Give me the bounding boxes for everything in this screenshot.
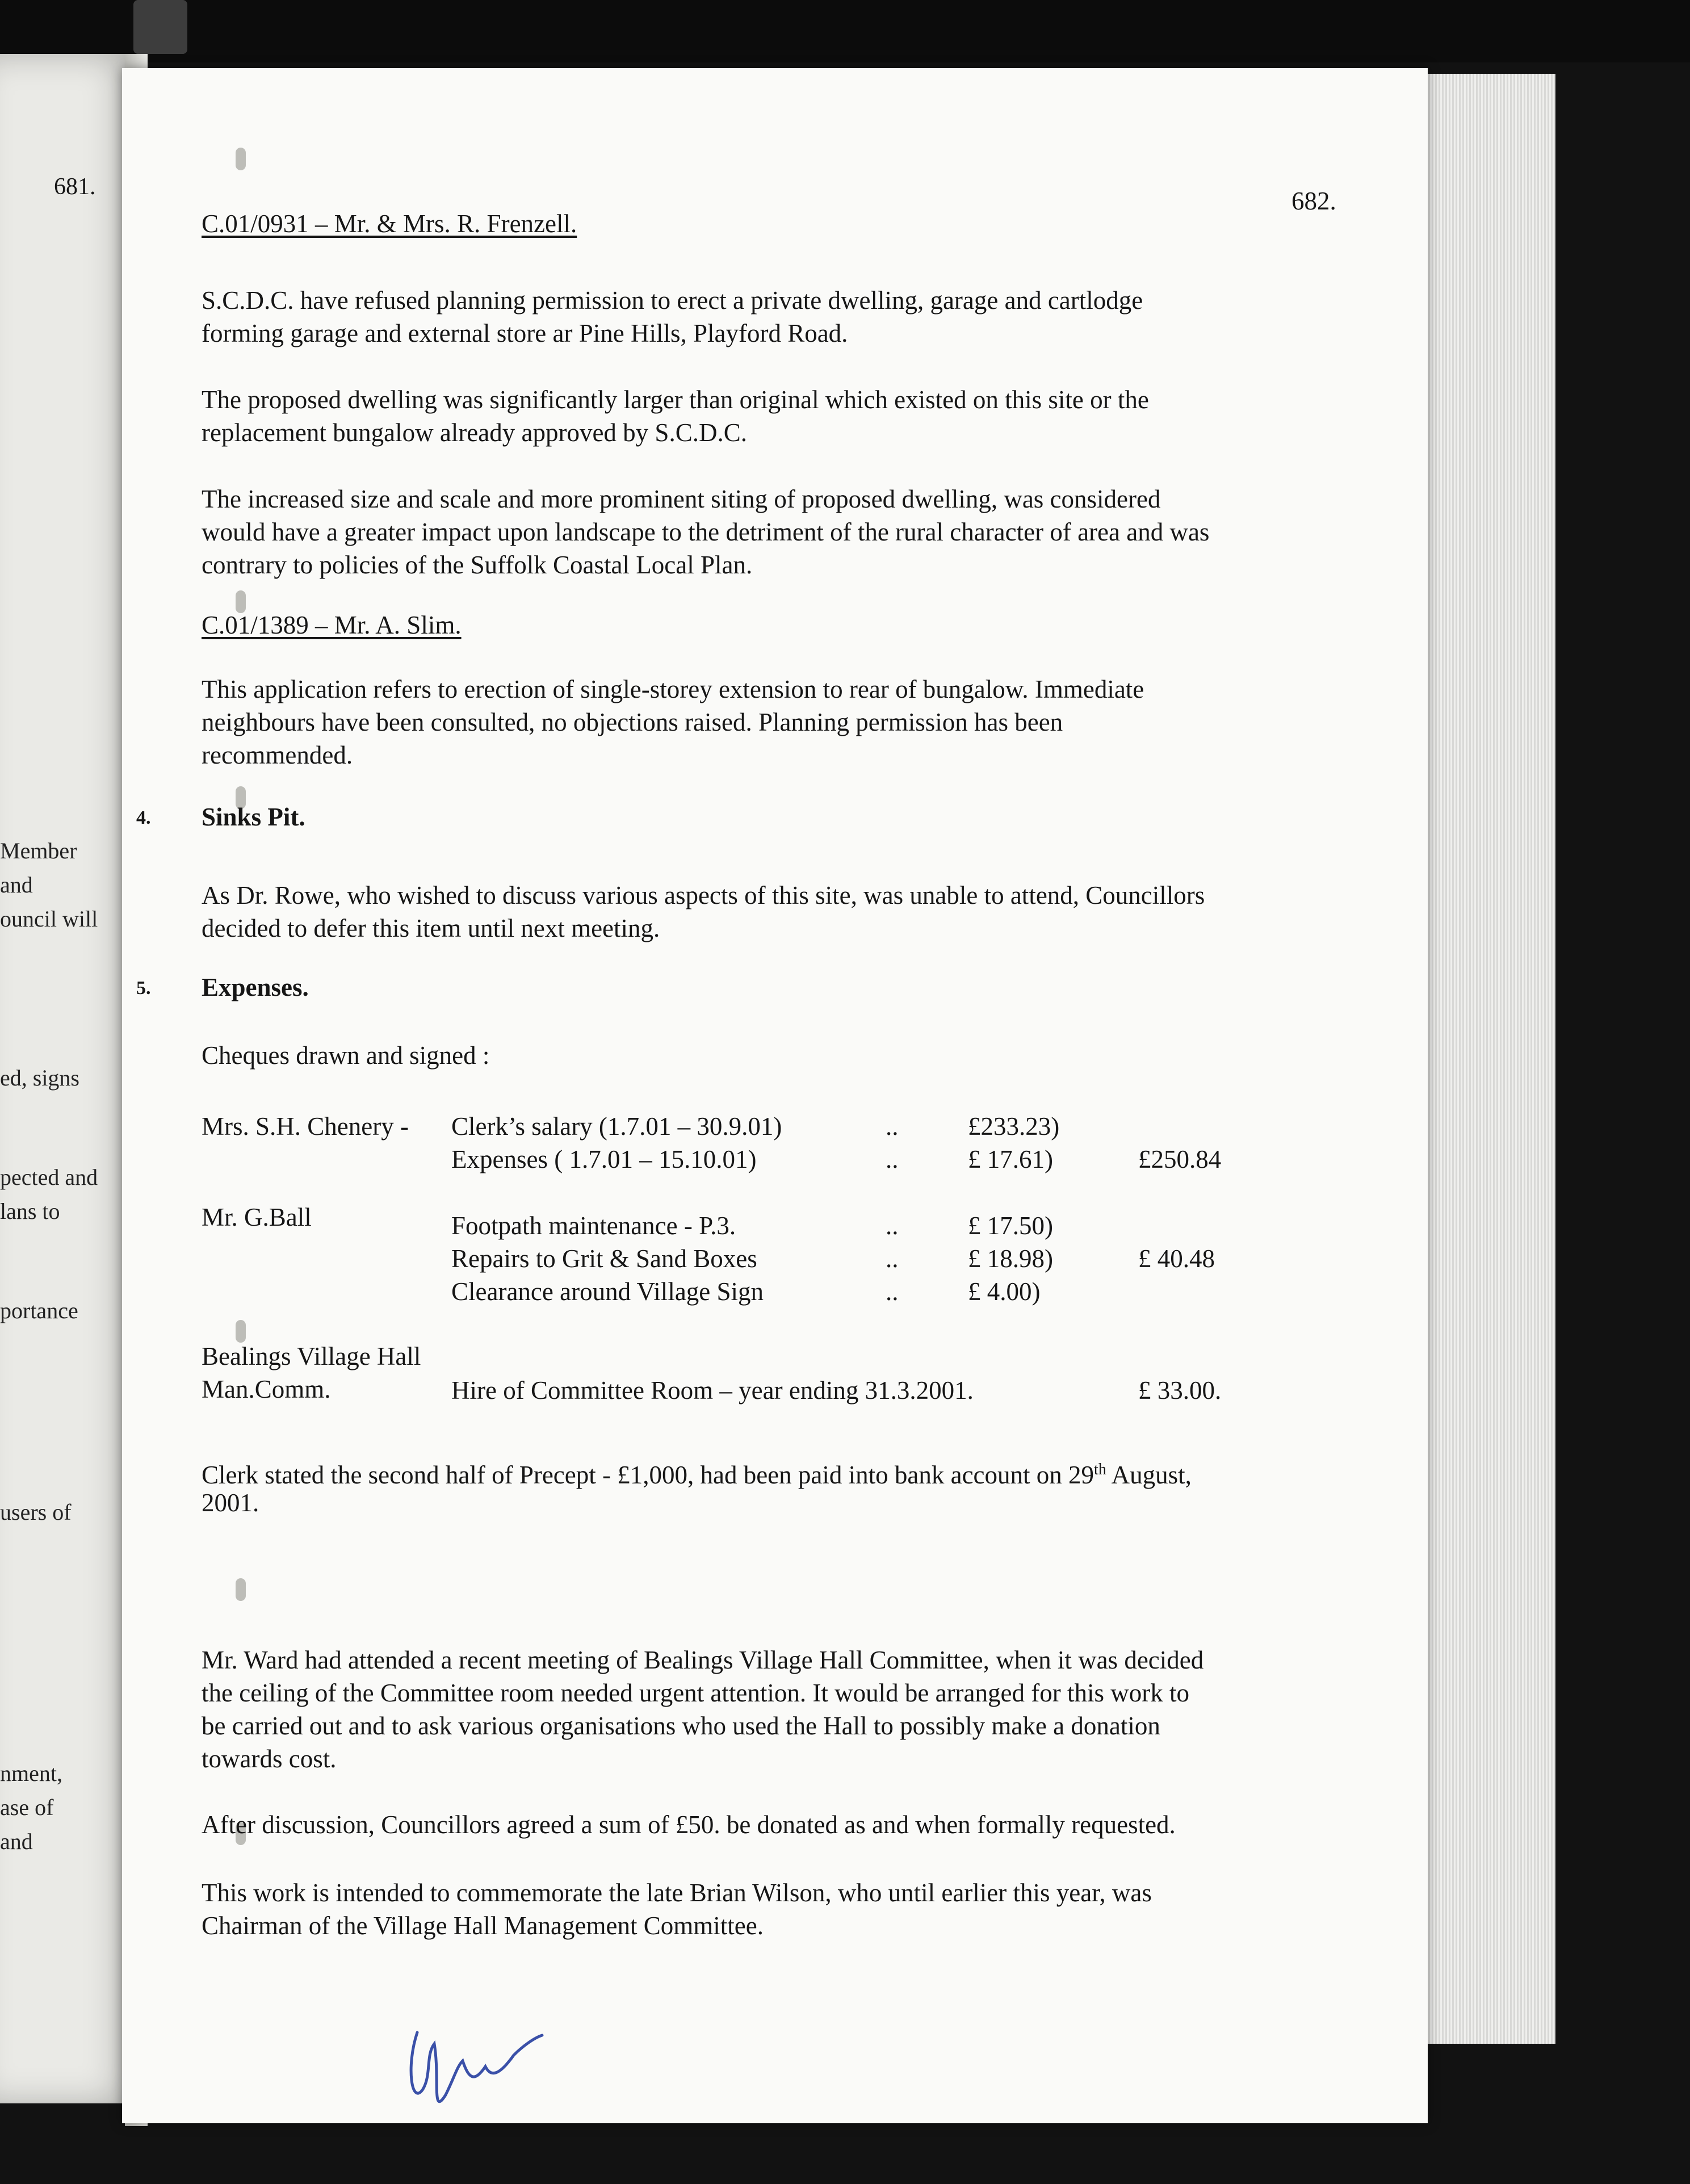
precept-superscript: th	[1094, 1461, 1106, 1478]
left-page	[0, 54, 142, 2103]
binder-top	[0, 0, 1690, 62]
punch-hole	[236, 1320, 246, 1343]
expense-dots: ..	[886, 1145, 899, 1173]
left-fragment: pected and	[0, 1164, 98, 1190]
binder-ring	[133, 0, 187, 54]
paragraph-line: The increased size and scale and more prominent siting of proposed dwelling, was considered	[202, 485, 1161, 513]
expense-payee: Mr. G.Ball	[202, 1203, 312, 1231]
paragraph-line: contrary to policies of the Suffolk Coastal Local Plan.	[202, 551, 753, 579]
paragraph-line: Mr. Ward had attended a recent meeting of Bealings Village Hall Committee, when it was decided	[202, 1646, 1204, 1674]
precept-text: Clerk stated the second half of Precept - £1,000, had been paid into bank account on 29	[202, 1461, 1094, 1489]
application-heading: C.01/0931 – Mr. & Mrs. R. Frenzell.	[202, 209, 577, 238]
paragraph-line: This application refers to erection of single-storey extension to rear of bungalow. Immediate	[202, 675, 1144, 703]
expense-amount: £233.23)	[968, 1112, 1060, 1141]
expense-dots: ..	[886, 1212, 899, 1240]
expense-amount: £ 17.50)	[968, 1212, 1053, 1240]
expense-total: £ 33.00.	[1138, 1376, 1222, 1405]
expense-desc: Clearance around Village Sign	[451, 1277, 764, 1306]
expense-payee: Mrs. S.H. Chenery -	[202, 1112, 409, 1141]
paragraph-line: replacement bungalow already approved by S.C.D.C.	[202, 418, 747, 447]
precept-line	[202, 1453, 1192, 1491]
item-title: Expenses.	[202, 973, 309, 1001]
left-fragment: portance	[0, 1298, 78, 1323]
paragraph-line: towards cost.	[202, 1745, 337, 1773]
cheques-intro: Cheques drawn and signed :	[202, 1041, 490, 1070]
paragraph-line: recommended.	[202, 741, 353, 769]
left-fragment: and	[0, 872, 33, 898]
signature-initials-icon	[400, 2021, 548, 2123]
paragraph-line: After discussion, Councillors agreed a sum of £50. be donated as and when formally requested.	[202, 1810, 1176, 1839]
paragraph-line: S.C.D.C. have refused planning permission to erect a private dwelling, garage and cartlodge	[202, 286, 1143, 315]
left-page-number: 681.	[54, 174, 96, 200]
item-number: 4.	[136, 807, 151, 828]
punch-hole	[236, 148, 246, 170]
expense-desc: Footpath maintenance - P.3.	[451, 1212, 736, 1240]
expense-desc: Hire of Committee Room – year ending 31.3.2001.	[451, 1376, 974, 1405]
expense-amount: £ 18.98)	[968, 1244, 1053, 1273]
expense-desc: Repairs to Grit & Sand Boxes	[451, 1244, 757, 1273]
item-title: Sinks Pit.	[202, 803, 305, 831]
main-page	[122, 68, 1428, 2123]
paragraph-line: forming garage and external store ar Pine Hills, Playford Road.	[202, 319, 848, 347]
paragraph-line: This work is intended to commemorate the late Brian Wilson, who until earlier this year, was	[202, 1879, 1152, 1907]
left-fragment: nment,	[0, 1760, 62, 1786]
left-fragment: ed, signs	[0, 1065, 79, 1091]
paragraph-line: would have a greater impact upon landscape to the detriment of the rural character of area and was	[202, 518, 1210, 546]
paragraph-line: The proposed dwelling was significantly larger than original which existed on this site or the	[202, 385, 1149, 414]
expense-payee: Bealings Village Hall	[202, 1342, 421, 1370]
left-fragment: ouncil will	[0, 906, 98, 932]
expense-desc: Clerk’s salary (1.7.01 – 30.9.01)	[451, 1112, 782, 1141]
expense-amount: £ 4.00)	[968, 1277, 1041, 1306]
left-fragment: Member	[0, 838, 77, 863]
expense-total: £250.84	[1138, 1145, 1222, 1173]
page-number: 682.	[1291, 187, 1336, 215]
left-fragment: and	[0, 1829, 33, 1854]
expense-payee: Man.Comm.	[202, 1375, 331, 1403]
item-number: 5.	[136, 978, 151, 999]
paragraph-line: decided to defer this item until next meeting.	[202, 914, 660, 942]
left-fragment: lans to	[0, 1198, 60, 1224]
expense-amount: £ 17.61)	[968, 1145, 1053, 1173]
page-edges	[1408, 74, 1555, 2044]
paragraph-line: be carried out and to ask various organisations who used the Hall to possibly make a donation	[202, 1712, 1160, 1740]
left-fragment: ase of	[0, 1795, 54, 1820]
expense-dots: ..	[886, 1244, 899, 1273]
paragraph-line: Chairman of the Village Hall Management Committee.	[202, 1911, 764, 1940]
punch-hole	[236, 1578, 246, 1601]
expense-total: £ 40.48	[1138, 1244, 1215, 1273]
paragraph-line: neighbours have been consulted, no objections raised. Planning permission has been	[202, 708, 1063, 736]
paragraph-line: As Dr. Rowe, who wished to discuss various aspects of this site, was unable to attend, Councillors	[202, 881, 1205, 909]
application-heading: C.01/1389 – Mr. A. Slim.	[202, 611, 462, 639]
expense-desc: Expenses ( 1.7.01 – 15.10.01)	[451, 1145, 757, 1173]
expense-dots: ..	[886, 1277, 899, 1306]
precept-text-end: August,	[1106, 1461, 1192, 1489]
expense-dots: ..	[886, 1112, 899, 1141]
left-fragment: users of	[0, 1499, 72, 1525]
paragraph-line: 2001.	[202, 1489, 259, 1517]
paragraph-line: the ceiling of the Committee room needed urgent attention. It would be arranged for this work to	[202, 1679, 1189, 1707]
